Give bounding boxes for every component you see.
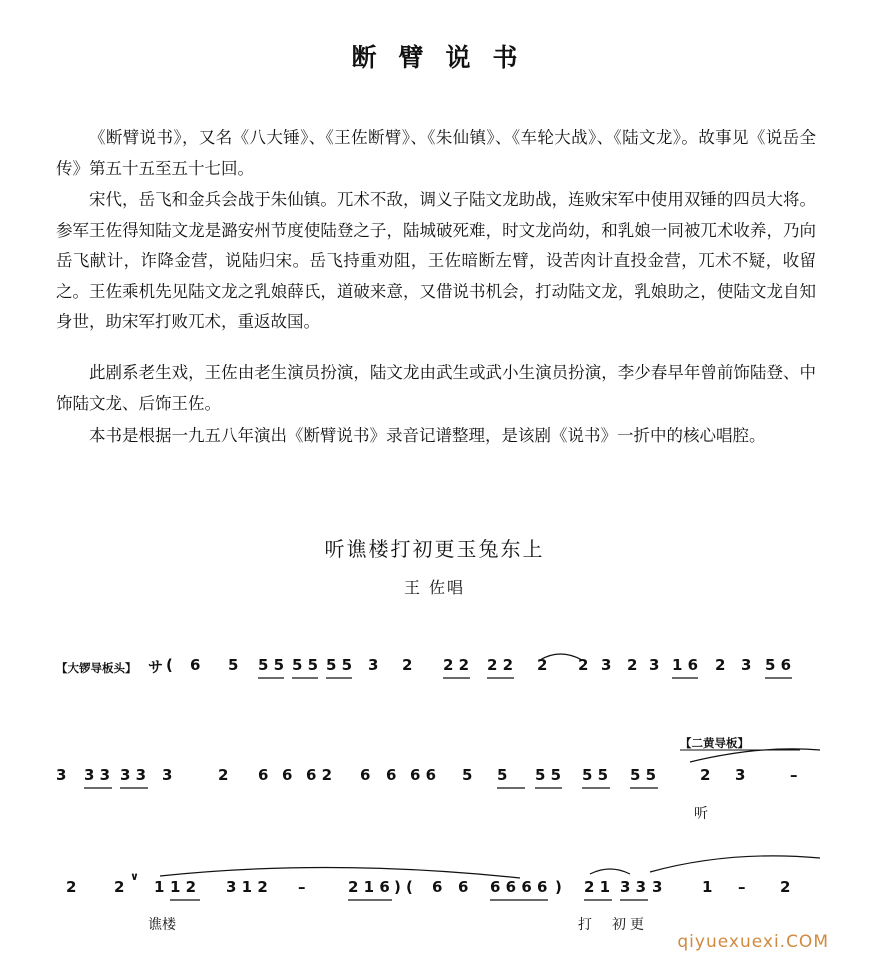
score-note: 5 5 — [326, 656, 353, 674]
score-note: 6 — [258, 766, 269, 784]
banban-label: 【大锣导板头】 — [56, 661, 137, 675]
breath-mark: ∨ — [130, 870, 139, 883]
score-note: 3 1 2 — [226, 878, 268, 896]
lyric: 打 — [578, 917, 592, 933]
score-note: 3 — [368, 656, 379, 674]
score-note: 6 — [360, 766, 371, 784]
score-note: 5 — [228, 656, 239, 674]
score-note: 6 6 6 6 — [490, 878, 548, 896]
score-note: サ — [148, 658, 164, 676]
score-note: 3 3 — [84, 766, 111, 784]
score-note: ) — [394, 878, 401, 896]
score-note: 3 — [735, 766, 746, 784]
score-note: 2 — [114, 878, 125, 896]
score-note: 3 — [162, 766, 173, 784]
score-note: 3 3 — [620, 878, 647, 896]
paragraph-intro: 《断臂说书》，又名《八大锤》、《王佐断臂》、《朱仙镇》、《车轮大战》、《陆文龙》。故事见《说岳全传》第五十五至五十七回。 — [56, 128, 816, 178]
score-note: ( — [166, 656, 173, 674]
singer-credit: 王 佐唱 — [403, 578, 466, 597]
score-line-2 — [0, 766, 869, 796]
slur-mark — [160, 867, 520, 878]
erhuang-label: 【二黄导板】 — [680, 736, 749, 750]
score-note: 3 — [741, 656, 752, 674]
score-note: 2 — [627, 656, 638, 674]
score-note: 2 1 — [584, 878, 611, 896]
score-note: 6 — [386, 766, 397, 784]
slur-mark — [650, 856, 820, 872]
score-note: 2 — [66, 878, 77, 896]
score-note: 1 6 — [672, 656, 699, 674]
score-note: – — [298, 878, 306, 896]
score-note: 5 5 — [630, 766, 657, 784]
score-note: 3 — [601, 656, 612, 674]
score-note: 6 — [190, 656, 201, 674]
score-note: 5 5 — [582, 766, 609, 784]
score-note: 2 1 6 — [348, 878, 390, 896]
lyric: 谯楼 — [148, 917, 176, 933]
paragraph-roles: 此剧系老生戏，王佐由老生演员扮演，陆文龙由武生或武小生演员扮演，李少春早年曾前饰陆登、中饰陆文龙、后饰王佐。 — [56, 363, 816, 413]
lyric: 初更 — [612, 917, 648, 933]
score-note: 5 5 — [258, 656, 285, 674]
score-note: 5 5 — [535, 766, 562, 784]
score-note: 2 — [780, 878, 791, 896]
score-note: 2 — [700, 766, 711, 784]
score-note: 2 — [715, 656, 726, 674]
paragraph-story: 宋代，岳飞和金兵会战于朱仙镇。兀术不敌，调义子陆文龙助战，连败宋军中使用双锤的四员大将。参军王佐得知陆文龙是潞安州节度使陆登之子，陆城破死难，时文龙尚幼，和乳娘一同被兀术收养，乃向岳飞献计，诈降金营，说陆归宋。岳飞持重劝阻，王佐暗断左臂，设苦肉计直投金营，兀术不疑，收留之。王佐乘机先见陆文龙之乳娘薛氏，道破来意，又借说书机会，打动陆文龙，乳娘助之，使陆文龙自知身世，助宋军打败兀术，重返故国。 — [56, 190, 816, 331]
score-note: 1 2 — [170, 878, 197, 896]
lyric: 听 — [694, 806, 708, 822]
score-note: ) — [555, 878, 562, 896]
paragraph-source: 本书是根据一九五八年演出《断臂说书》录音记谱整理，是该剧《说书》一折中的核心唱腔。 — [89, 426, 766, 445]
score-note: 2 — [578, 656, 589, 674]
score-note: 3 3 — [120, 766, 147, 784]
score-line-1 — [0, 656, 869, 686]
score-note: 2 — [537, 656, 548, 674]
score-note: 5 — [462, 766, 473, 784]
score-note: 2 — [218, 766, 229, 784]
score-note: 5 5 — [292, 656, 319, 674]
score-line-3 — [0, 870, 869, 908]
score-note: 6 6 — [410, 766, 437, 784]
song-title: 听谯楼打初更玉兔东上 — [324, 537, 545, 561]
score-note: 1 — [154, 878, 165, 896]
score-note: ( — [406, 878, 413, 896]
score-note: 5 6 — [765, 656, 792, 674]
score-note: 5 — [497, 766, 508, 784]
score-note: 6 — [432, 878, 443, 896]
score-note: 6 — [282, 766, 293, 784]
score-note: 6 — [458, 878, 469, 896]
score-note: 2 2 — [487, 656, 514, 674]
score-note: 6 2 — [306, 766, 333, 784]
score-note: – — [790, 766, 798, 784]
watermark: qiyuexuexi.COM — [677, 932, 829, 952]
score-note: 2 — [402, 656, 413, 674]
score-note: – — [738, 878, 746, 896]
score-note: 3 — [56, 766, 67, 784]
score-note: 3 — [649, 656, 660, 674]
slur-mark — [590, 869, 630, 874]
document-title: 断臂说书 — [351, 43, 540, 72]
score-note: 2 2 — [443, 656, 470, 674]
score-note: 1 — [702, 878, 713, 896]
score-note: 3 — [652, 878, 663, 896]
